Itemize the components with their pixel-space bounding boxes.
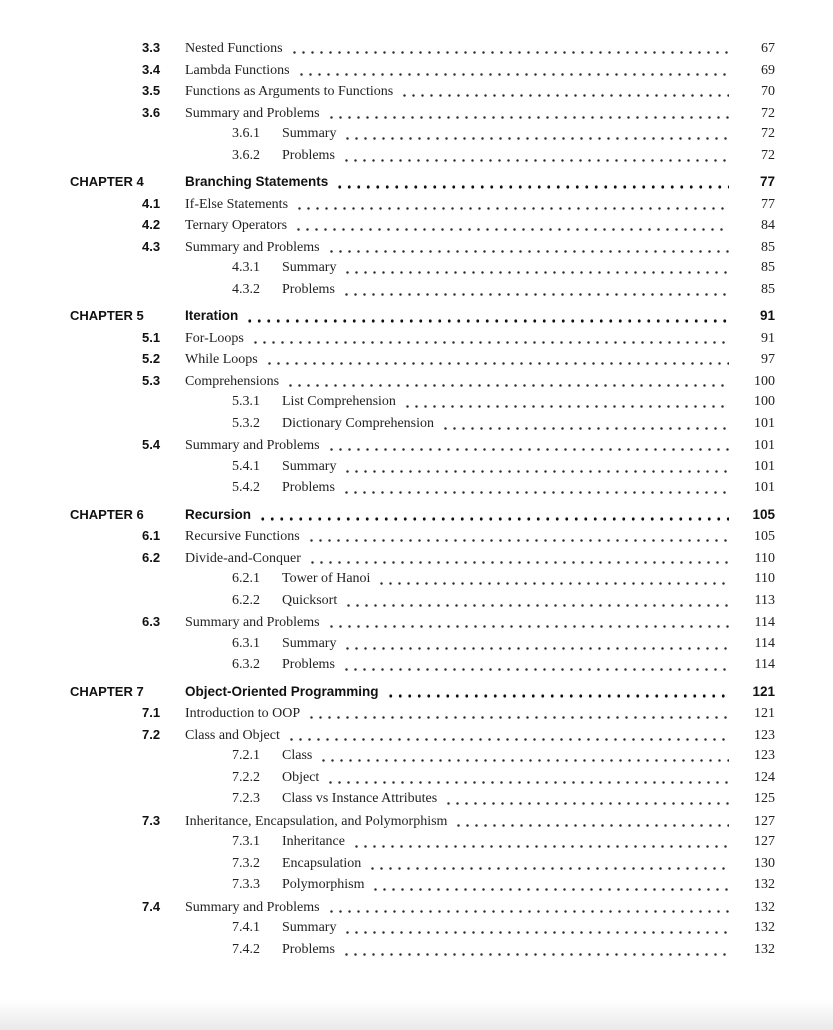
subsection-number: 6.2.2: [232, 592, 260, 608]
section-number: 7.1: [142, 705, 161, 720]
dot-leader: [327, 102, 729, 124]
toc-row: [70, 193, 775, 215]
subsection-number: 7.3.3: [232, 877, 260, 892]
subsection-number: 6.2.1: [232, 571, 260, 586]
dot-leader: [294, 214, 729, 236]
section-number: 7.3: [142, 812, 161, 828]
page-number: 105: [754, 529, 775, 544]
toc-row: [70, 767, 775, 789]
page-number: 113: [754, 592, 775, 608]
dot-leader: [454, 810, 729, 832]
page-number: 77: [759, 174, 775, 189]
subsection-number: 4.3.2: [232, 281, 260, 297]
section-number: 3.3: [142, 40, 161, 55]
toc-row: [70, 145, 775, 167]
subsection-number: 5.3.1: [232, 394, 260, 409]
page-number: 72: [761, 105, 775, 121]
section-number: 5.1: [142, 329, 161, 345]
page-number: 85: [761, 239, 775, 255]
entry-title: Ternary Operators: [185, 218, 288, 233]
subsection-number: 6.3.1: [232, 635, 260, 651]
page-number: 70: [761, 84, 775, 99]
entry-title: Summary: [282, 260, 337, 275]
page-number: 127: [754, 834, 775, 849]
subsection-number: 5.4.1: [232, 458, 260, 474]
dot-leader: [307, 702, 729, 724]
dot-leader: [343, 917, 729, 939]
entry-title: For-Loops: [185, 330, 244, 346]
dot-leader: [290, 37, 729, 59]
page-number: 124: [754, 769, 775, 785]
dot-leader: [371, 874, 729, 896]
page-number: 114: [754, 635, 775, 651]
page-number: 125: [754, 791, 775, 806]
section-number: 7.4: [142, 898, 161, 914]
dot-leader: [245, 305, 729, 327]
page-number: 91: [761, 330, 775, 346]
entry-title: Recursive Functions: [185, 529, 300, 544]
subsection-number: 7.2.3: [232, 791, 260, 806]
page-number: 101: [754, 438, 775, 453]
toc-row: [70, 123, 775, 145]
entry-title: If-Else Statements: [185, 196, 289, 212]
table-of-contents: [70, 37, 775, 960]
toc-row: [70, 547, 775, 569]
entry-title: Summary and Problems: [185, 239, 320, 255]
dot-leader: [441, 413, 729, 435]
subsection-number: 7.4.1: [232, 920, 260, 935]
dot-leader: [307, 525, 729, 547]
subsection-number: 7.2.1: [232, 748, 260, 763]
toc-row: [70, 257, 775, 279]
subsection-number: 7.4.2: [232, 941, 260, 957]
page-number: 72: [761, 147, 775, 163]
dot-leader: [287, 724, 729, 746]
section-number: 6.3: [142, 614, 161, 629]
section-number: 4.2: [142, 217, 161, 232]
dot-leader: [400, 80, 729, 102]
entry-title: While Loops: [185, 352, 258, 367]
page-number: 69: [761, 62, 775, 78]
dot-leader: [368, 853, 729, 875]
dot-leader: [295, 193, 729, 215]
page-number: 84: [761, 218, 775, 233]
chapter-label: CHAPTER 5: [70, 308, 144, 323]
entry-title: Problems: [282, 147, 335, 163]
page-number: 110: [754, 571, 775, 586]
toc-row: [70, 348, 775, 370]
entry-title: Summary and Problems: [185, 615, 320, 630]
entry-title: Functions as Arguments to Functions: [185, 84, 394, 99]
toc-row: [70, 896, 775, 918]
toc-row: [70, 654, 775, 676]
entry-title: Class: [282, 748, 313, 763]
section-number: 4.3: [142, 238, 161, 254]
subsection-number: 7.2.2: [232, 769, 260, 785]
toc-row: [70, 279, 775, 301]
section-number: 6.2: [142, 549, 161, 565]
section-number: 3.5: [142, 83, 161, 98]
dot-leader: [403, 391, 729, 413]
entry-title: Introduction to OOP: [185, 706, 301, 721]
entry-title: Problems: [282, 281, 335, 297]
dot-leader: [327, 434, 729, 456]
page-number: 132: [754, 899, 775, 915]
dot-leader: [444, 788, 729, 810]
page-number: 72: [761, 126, 775, 141]
page-number: 77: [761, 196, 775, 212]
section-number: 3.6: [142, 104, 161, 120]
dot-leader: [297, 59, 729, 81]
dot-leader: [319, 745, 729, 767]
toc-row: [70, 305, 775, 327]
entry-title: Class vs Instance Attributes: [282, 791, 438, 806]
toc-row: [70, 853, 775, 875]
toc-row: [70, 102, 775, 124]
dot-leader: [327, 236, 729, 258]
entry-title: Object: [282, 769, 320, 785]
entry-title: Summary and Problems: [185, 105, 320, 121]
entry-title: Problems: [282, 657, 335, 672]
dot-leader: [327, 611, 729, 633]
toc-row: [70, 434, 775, 456]
dot-leader: [343, 123, 729, 145]
entry-title: Problems: [282, 941, 335, 957]
entry-title: Object-Oriented Programming: [185, 683, 379, 699]
entry-title: Summary: [282, 635, 337, 651]
subsection-number: 3.6.1: [232, 126, 260, 141]
entry-title: Dictionary Comprehension: [282, 415, 435, 431]
toc-row: [70, 214, 775, 236]
page-number: 67: [761, 41, 775, 56]
toc-row: [70, 477, 775, 499]
section-number: 7.2: [142, 726, 161, 742]
toc-row: [70, 590, 775, 612]
dot-leader: [286, 370, 729, 392]
entry-title: Summary and Problems: [185, 438, 320, 453]
dot-leader: [327, 896, 729, 918]
dot-leader: [343, 257, 729, 279]
section-number: 5.2: [142, 351, 161, 366]
entry-title: Nested Functions: [185, 41, 283, 56]
entry-title: Inheritance, Encapsulation, and Polymorphism: [185, 813, 448, 829]
chapter-label: CHAPTER 6: [70, 506, 144, 522]
dot-leader: [342, 279, 729, 301]
toc-row: [70, 917, 775, 939]
page-number: 121: [752, 683, 775, 699]
page-number: 132: [754, 920, 775, 935]
chapter-label: CHAPTER 7: [70, 683, 144, 699]
page-number: 105: [752, 506, 775, 522]
dot-leader: [377, 568, 729, 590]
toc-row: [70, 456, 775, 478]
page-number: 114: [754, 657, 775, 672]
toc-row: [70, 236, 775, 258]
dot-leader: [386, 681, 729, 703]
page-number: 100: [754, 394, 775, 409]
toc-row: [70, 939, 775, 961]
entry-title: Comprehensions: [185, 373, 280, 389]
section-number: 6.1: [142, 528, 161, 543]
page-number: 121: [754, 706, 775, 721]
dot-leader: [251, 327, 729, 349]
toc-row: [70, 525, 775, 547]
toc-row: [70, 611, 775, 633]
dot-leader: [343, 456, 729, 478]
page-number: 101: [754, 480, 775, 495]
entry-title: Polymorphism: [282, 877, 365, 892]
page-number: 127: [754, 813, 775, 829]
dot-leader: [343, 633, 729, 655]
toc-row: [70, 568, 775, 590]
page-number: 123: [754, 748, 775, 763]
dot-leader: [342, 145, 729, 167]
dot-leader: [342, 477, 729, 499]
dot-leader: [326, 767, 729, 789]
entry-title: Recursion: [185, 506, 252, 522]
dot-leader: [342, 939, 729, 961]
entry-title: Branching Statements: [185, 174, 329, 189]
toc-row: [70, 810, 775, 832]
page-number: 101: [754, 458, 775, 474]
entry-title: Summary: [282, 920, 337, 935]
dot-leader: [258, 504, 729, 526]
toc-row: [70, 831, 775, 853]
toc-row: [70, 724, 775, 746]
page-number: 130: [754, 855, 775, 871]
section-number: 5.3: [142, 372, 161, 388]
entry-title: Problems: [282, 480, 335, 495]
entry-title: Encapsulation: [282, 855, 362, 871]
toc-row: [70, 370, 775, 392]
toc-row: [70, 874, 775, 896]
subsection-number: 7.3.1: [232, 834, 260, 849]
section-number: 3.4: [142, 61, 161, 77]
entry-title: List Comprehension: [282, 394, 396, 409]
chapter-label: CHAPTER 4: [70, 174, 144, 189]
dot-leader: [342, 654, 729, 676]
section-number: 5.4: [142, 437, 161, 452]
page-number: 101: [754, 415, 775, 431]
page-number: 91: [759, 308, 775, 323]
toc-row: [70, 681, 775, 703]
toc-row: [70, 80, 775, 102]
entry-title: Lambda Functions: [185, 62, 290, 78]
toc-row: [70, 327, 775, 349]
page-number: 100: [754, 373, 775, 389]
toc-row: [70, 745, 775, 767]
subsection-number: 5.3.2: [232, 415, 260, 431]
toc-row: [70, 702, 775, 724]
dot-leader: [308, 547, 729, 569]
dot-leader: [352, 831, 729, 853]
entry-title: Summary: [282, 458, 337, 474]
subsection-number: 5.4.2: [232, 480, 260, 495]
toc-row: [70, 504, 775, 526]
subsection-number: 4.3.1: [232, 260, 260, 275]
page-number: 110: [754, 550, 775, 566]
toc-row: [70, 391, 775, 413]
toc-row: [70, 171, 775, 193]
toc-row: [70, 37, 775, 59]
section-number: 4.1: [142, 195, 161, 211]
entry-title: Summary: [282, 126, 337, 141]
page-number: 123: [754, 727, 775, 743]
entry-title: Summary and Problems: [185, 899, 320, 915]
toc-row: [70, 413, 775, 435]
subsection-number: 7.3.2: [232, 855, 260, 871]
page-number: 114: [754, 615, 775, 630]
dot-leader: [344, 590, 729, 612]
entry-title: Tower of Hanoi: [282, 571, 371, 586]
subsection-number: 3.6.2: [232, 147, 260, 163]
entry-title: Iteration: [185, 308, 239, 323]
page-number: 85: [761, 281, 775, 297]
entry-title: Divide-and-Conquer: [185, 550, 301, 566]
entry-title: Inheritance: [282, 834, 345, 849]
page-number: 132: [754, 941, 775, 957]
page-number: 97: [761, 352, 775, 367]
page-number: 85: [761, 260, 775, 275]
entry-title: Class and Object: [185, 727, 280, 743]
subsection-number: 6.3.2: [232, 657, 260, 672]
page-number: 132: [754, 877, 775, 892]
toc-row: [70, 788, 775, 810]
dot-leader: [335, 171, 729, 193]
toc-row: [70, 633, 775, 655]
toc-row: [70, 59, 775, 81]
dot-leader: [265, 348, 729, 370]
entry-title: Quicksort: [282, 592, 338, 608]
